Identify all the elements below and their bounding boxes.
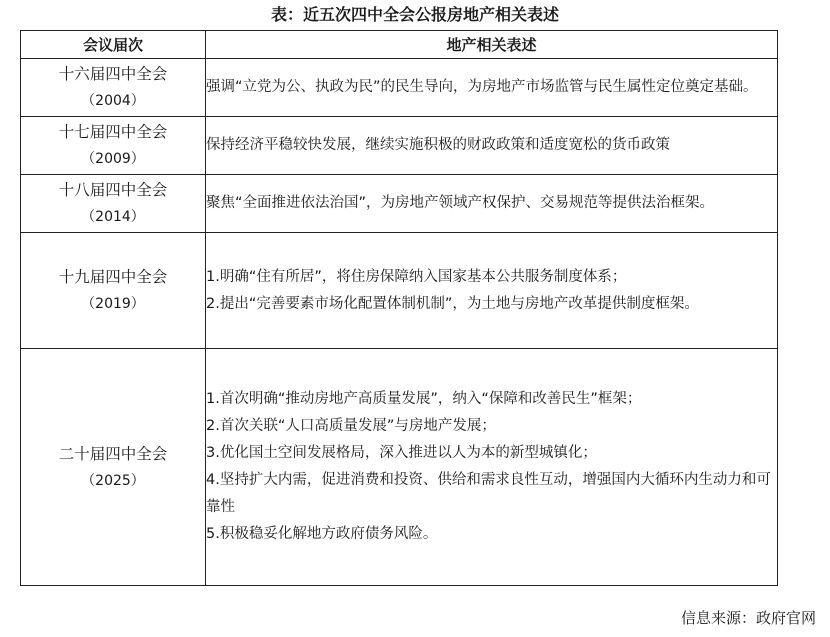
statement-item: 2.首次关联“人口高质量发展”与房地产发展；: [206, 418, 496, 434]
table-row: [21, 233, 778, 349]
statement-item: 3.优化国土空间发展格局，深入推进以人为本的新型城镇化；: [206, 445, 597, 461]
statement-cell: [206, 175, 778, 233]
session-name: 十八届四中全会: [58, 181, 168, 199]
statement-cell: [206, 349, 778, 586]
statement-item: 1.明确“住有所居”，将住房保障纳入国家基本公共服务制度体系；: [206, 268, 627, 285]
source-note: 信息来源：政府官网: [680, 609, 816, 627]
statement-item: 1.首次明确“推动房地产高质量发展”，纳入“保障和改善民生”框架；: [206, 391, 642, 407]
session-cell: [21, 117, 206, 175]
header-session: 会议届次: [21, 31, 206, 59]
session-year: （2014）: [81, 209, 145, 225]
document-title: 表：近五次四中全会公报房地产相关表述: [270, 5, 559, 24]
statement-item: 2.提出“完善要素市场化配置体制机制”，为土地与房地产改革提供制度框架。: [206, 295, 699, 312]
table-row: [21, 175, 778, 233]
statement-text: 保持经济平稳较快发展，继续实施积极的财政政策和适度宽松的货币政策: [206, 137, 670, 153]
table-header-row: [21, 31, 778, 59]
table-row: [21, 349, 778, 586]
header-statement: 地产相关表述: [206, 31, 778, 59]
session-cell: [21, 349, 206, 586]
session-name: 十七届四中全会: [58, 123, 168, 141]
statement-item: 5.积极稳妥化解地方政府债务风险。: [206, 526, 438, 542]
statement-cell: [206, 233, 778, 349]
statement-item: 4.坚持扩大内需，促进消费和投资、供给和需求良性互动，增强国内大循环内生动力和可靠性: [206, 472, 771, 515]
statement-cell: [206, 59, 778, 117]
statement-cell: [206, 117, 778, 175]
session-name: 十六届四中全会: [58, 65, 168, 83]
session-year: （2019）: [81, 296, 145, 312]
statement-text: 聚焦“全面推进依法治国”，为房地产领域产权保护、交易规范等提供法治框架。: [206, 195, 715, 211]
session-name: 二十届四中全会: [58, 444, 168, 463]
session-name: 十九届四中全会: [58, 268, 168, 286]
session-cell: [21, 233, 206, 349]
session-cell: [21, 175, 206, 233]
session-year: （2004）: [81, 93, 145, 109]
session-cell: [21, 59, 206, 117]
statement-text: 强调“立党为公、执政为民”的民生导向，为房地产市场监管与民生属性定位奠定基础。: [206, 79, 758, 95]
session-year: （2025）: [81, 472, 145, 489]
table-row: [21, 117, 778, 175]
statements-table: [20, 30, 778, 586]
session-year: （2009）: [81, 151, 145, 167]
table-row: [21, 59, 778, 117]
